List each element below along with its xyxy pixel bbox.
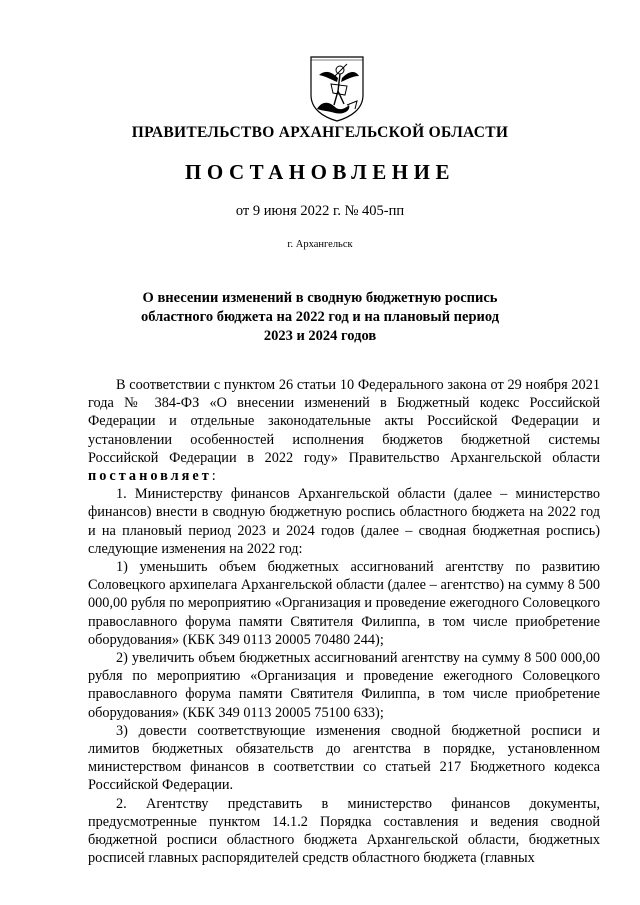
title-line: О внесении изменений в сводную бюджетную роспись (142, 290, 498, 306)
preamble-paragraph: В соответствии с пунктом 26 статьи 10 Федерального закона от 29 ноября 2021 года № 384-ФЗ «О внесении изменений в Бюджетный кодекс Российской Федерации и отдельные законодательные акты Российской Федерации и установлении особенностей исполнения бюджетов бюджетной системы Российской Федерации в 2022 году» Правительство Архангельской области постановляет: (88, 377, 600, 485)
decrees-word: постановляет (88, 468, 212, 485)
document-type: ПОСТАНОВЛЕНИЕ (185, 160, 455, 184)
subparagraph-1-1: 1) уменьшить объем бюджетных ассигнований агентству по развитию Соловецкого архипелага Архангельской области (далее – агентство) на сумму 8 500 000,00 рубля по мероприятию «Организация и проведение ежегодного Соловецкого православного форума памяти Святителя Филиппа, в том числе приобретение оборудования» (КБК 349 0113 20005 70480 244); (88, 559, 600, 648)
coat-of-arms-icon (307, 53, 367, 123)
date-and-number: от 9 июня 2022 г. № 405-пп (235, 203, 405, 219)
subparagraph-1-2: 2) увеличить объем бюджетных ассигнований агентству на сумму 8 500 000,00 рубля по мероприятию «Организация и проведение ежегодного Соловецкого православного форума памяти Святителя Филиппа, в том числе приобретение оборудования» (КБК 349 0113 20005 75100 633); (88, 650, 600, 721)
paragraph-1: 1. Министерству финансов Архангельской области (далее – министерство финансов) внести в сводную бюджетную роспись областного бюджета на 2022 год и на плановый период 2023 и 2024 годов (далее – сводная бюджетная роспись) следующие изменения на 2022 год: (88, 486, 600, 557)
title-line: 2023 и 2024 годов (263, 328, 377, 344)
document-title (120, 289, 520, 346)
document-body (88, 376, 600, 867)
government-name: ПРАВИТЕЛЬСТВО АРХАНГЕЛЬСКОЙ ОБЛАСТИ (131, 124, 509, 141)
preamble-text: В соответствии с пунктом 26 статьи 10 Федерального закона от 29 ноября 2021 года № 384-ФЗ «О внесении изменений в Бюджетный кодекс Российской Федерации и отдельные законодательные акты Российской Федерации и установлении особенностей исполнения бюджетов бюджетной системы Российской Федерации в 2022 году» Правительство Архангельской области (88, 377, 600, 466)
city: г. Архангельск (287, 239, 353, 250)
title-line: областного бюджета на 2022 год и на плановый период (140, 309, 500, 325)
paragraph-2: 2. Агентству представить в министерство финансов документы, предусмотренные пунктом 14.1.2 Порядка составления и ведения сводной бюджетной росписи областного бюджета Архангельской области, бюджетных росписей главных распорядителей средств областного бюджета (главных (88, 795, 600, 867)
subparagraph-1-3: 3) довести соответствующие изменения сводной бюджетной росписи и лимитов бюджетных обязательств до агентства в порядке, установленном министерством финансов в соответствии со статьей 217 Бюджетного кодекса Российской Федерации. (88, 722, 600, 794)
